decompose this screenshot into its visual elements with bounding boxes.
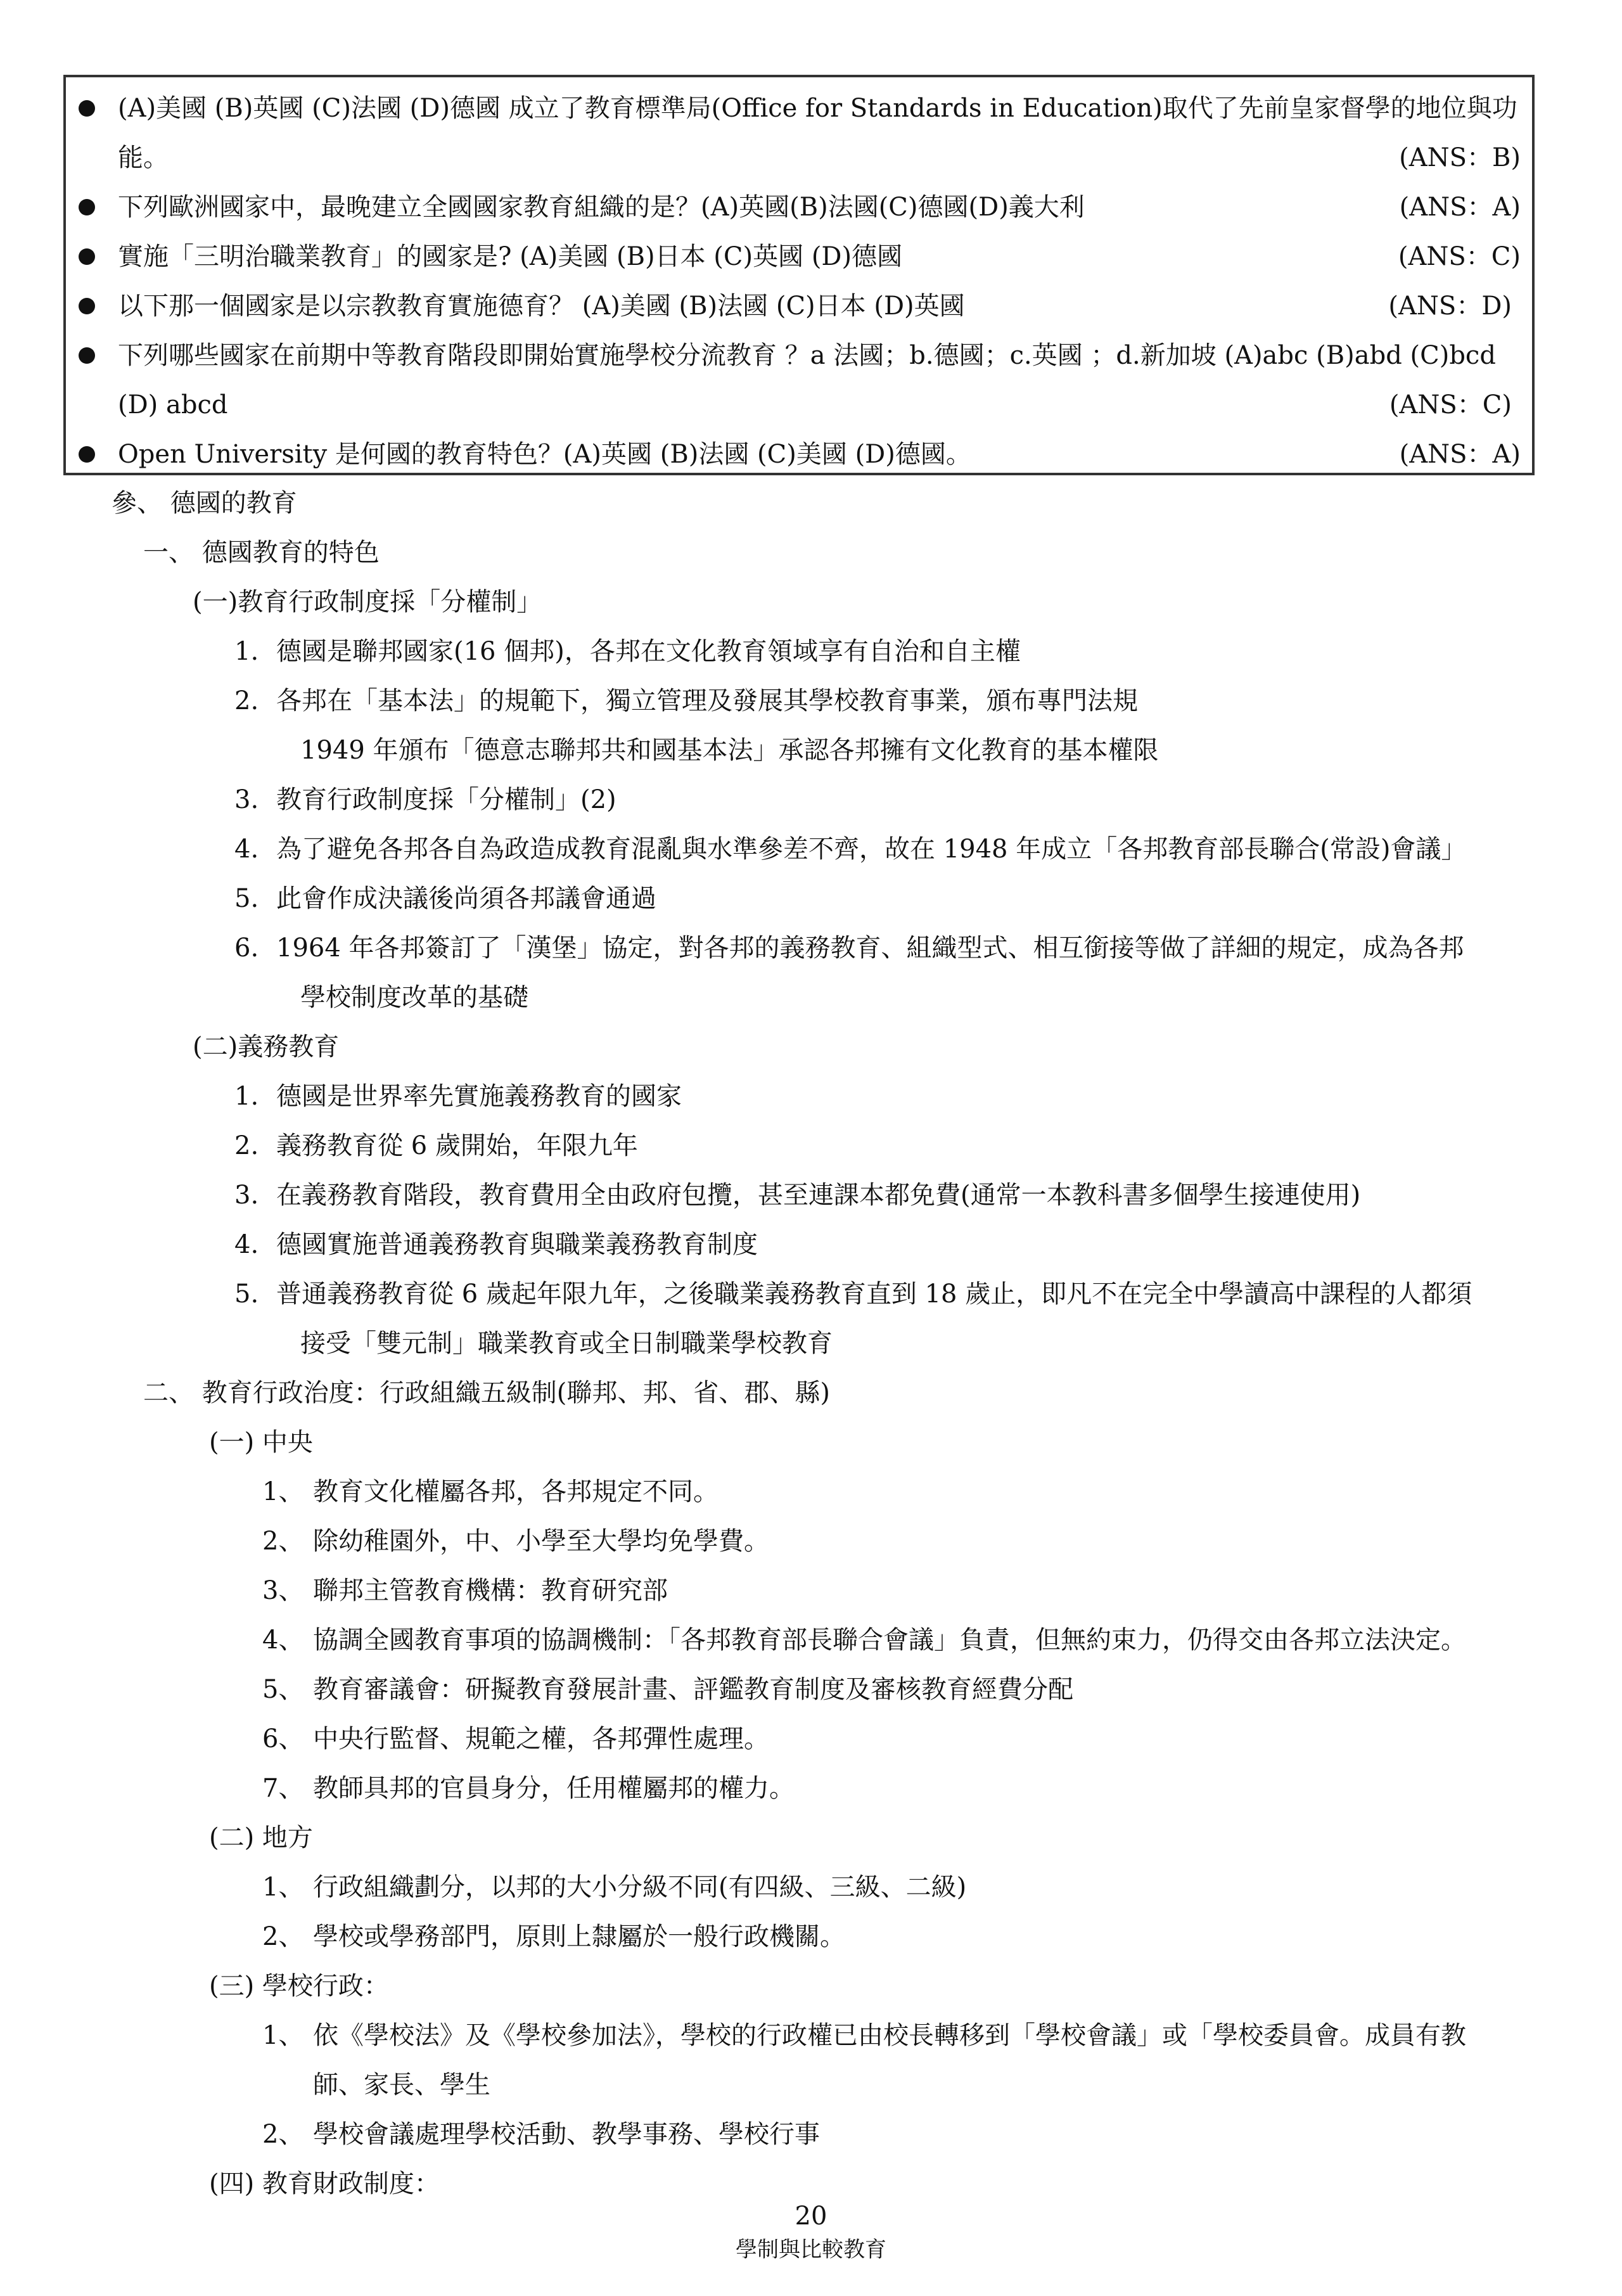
subsection-heading: (四) 教育財政制度： xyxy=(209,2169,440,2198)
item-number: 5. xyxy=(234,884,259,913)
item-number: 1. xyxy=(234,637,259,666)
item-text: 教師具邦的官員身分，任用權屬邦的權力。 xyxy=(313,1774,795,1803)
list-item xyxy=(234,830,1467,868)
question-item xyxy=(79,84,1521,133)
item-number: 1、 xyxy=(262,1477,304,1506)
item-text-continued: 學校制度改革的基礎 xyxy=(300,983,528,1012)
item-text: 在義務教育階段，教育費用全由政府包攬，甚至連課本都免費(通常一本教科書多個學生接連使用) xyxy=(276,1181,1361,1210)
item-number: 2. xyxy=(234,1131,259,1160)
list-item xyxy=(234,1077,682,1115)
item-text: 協調全國教育事項的協調機制：「各邦教育部長聯合會議」負責，但無約束力，仍得交由各邦立法決定。 xyxy=(313,1626,1466,1655)
item-number: 2、 xyxy=(262,1527,304,1556)
answer-label: (ANS：A) xyxy=(1399,193,1521,222)
question-box xyxy=(63,75,1535,475)
question-continuation xyxy=(79,380,1521,430)
list-item xyxy=(234,781,616,819)
item-text: 教育行政制度採「分權制」(2) xyxy=(276,785,616,814)
item-text: 學校或學務部門，原則上隸屬於一般行政機關。 xyxy=(313,1922,845,1951)
item-text: 中央行監督、規範之權，各邦彈性處理。 xyxy=(313,1724,769,1754)
answer-label: (ANS：B) xyxy=(1399,143,1521,172)
list-item xyxy=(234,1226,758,1264)
list-item xyxy=(262,1720,769,1758)
item-text: 除幼稚園外，中、小學至大學均免學費。 xyxy=(313,1527,769,1556)
list-item xyxy=(262,1522,769,1560)
list-item xyxy=(262,1671,1073,1709)
list-item xyxy=(262,1918,845,1956)
question-text: 下列哪些國家在前期中等教育階段即開始實施學校分流教育 ？a 法國；b.德國；c.英國 ；d.新加坡 (A)abc (B)abd (C)bcd xyxy=(118,341,1496,370)
part-heading: 一、 德國教育的特色 xyxy=(143,538,380,567)
bullet-icon xyxy=(79,248,95,265)
list-item xyxy=(234,632,1021,670)
item-text: 教育文化權屬各邦，各邦規定不同。 xyxy=(313,1477,718,1506)
question-item xyxy=(79,281,1521,331)
item-number: 3. xyxy=(234,785,259,814)
subsection-heading: (三) 學校行政： xyxy=(209,1972,389,2001)
item-number: 2、 xyxy=(262,1922,304,1951)
item-number: 2. xyxy=(234,686,259,715)
subsection-heading: (二)義務教育 xyxy=(193,1032,340,1061)
question-text: 以下那一個國家是以宗教教育實施德育？ (A)美國 (B)法國 (C)日本 (D)英國 xyxy=(118,292,965,321)
item-number: 6、 xyxy=(262,1724,304,1754)
bullet-icon xyxy=(79,446,95,463)
question-item xyxy=(79,232,1521,281)
question-text: 實施「三明治職業教育」的國家是? (A)美國 (B)日本 (C)英國 (D)德國 xyxy=(118,242,903,271)
list-item xyxy=(262,2017,1466,2055)
item-number: 4、 xyxy=(262,1626,304,1655)
question-text-continued: 能。 xyxy=(118,143,169,172)
item-text: 教育審議會：研擬教育發展計畫、評鑑教育制度及審核教育經費分配 xyxy=(313,1675,1073,1704)
item-number: 6. xyxy=(234,933,259,963)
question-text-continued: (D) abcd xyxy=(118,390,228,420)
list-item xyxy=(234,1275,1472,1313)
item-text: 學校會議處理學校活動、教學事務、學校行事 xyxy=(313,2120,820,2149)
item-text: 德國是聯邦國家(16 個邦)，各邦在文化教育領域享有自治和自主權 xyxy=(276,637,1021,666)
item-text-continued: 1949 年頒布「德意志聯邦共和國基本法」承認各邦擁有文化教育的基本權限 xyxy=(300,736,1159,765)
section-heading: 參、 德國的教育 xyxy=(112,489,297,518)
list-item xyxy=(234,1127,638,1165)
question-text: 下列歐洲國家中，最晚建立全國國家教育組織的是？(A)英國(B)法國(C)德國(D)義大利 xyxy=(118,193,1085,222)
list-item xyxy=(262,1473,718,1511)
answer-label: (ANS：D) xyxy=(1388,292,1512,321)
list-item xyxy=(262,1572,668,1610)
item-number: 5、 xyxy=(262,1675,304,1704)
list-item xyxy=(234,929,1464,967)
page-number: 20 xyxy=(795,2202,827,2231)
subsection-heading: (一)教育行政制度採「分權制」 xyxy=(193,587,542,617)
item-number: 3、 xyxy=(262,1576,304,1605)
item-text-continued: 接受「雙元制」職業教育或全日制職業學校教育 xyxy=(300,1329,833,1358)
item-number: 1、 xyxy=(262,2021,304,2050)
item-text: 此會作成決議後尚須各邦議會通過 xyxy=(276,884,656,913)
item-number: 1、 xyxy=(262,1873,304,1902)
list-item xyxy=(234,682,1138,720)
item-text: 德國是世界率先實施義務教育的國家 xyxy=(276,1082,682,1111)
list-item xyxy=(262,1621,1466,1659)
answer-label: (ANS：A) xyxy=(1399,440,1521,469)
item-number: 4. xyxy=(234,835,259,864)
book-title: 學制與比較教育 xyxy=(736,2237,886,2262)
list-item xyxy=(234,1176,1361,1214)
question-item xyxy=(79,430,1521,479)
item-text: 1964 年各邦簽訂了「漢堡」協定，對各邦的義務教育、組織型式、相互銜接等做了詳細的規定，成為各邦 xyxy=(276,933,1464,963)
item-text: 普通義務教育從 6 歲起年限九年，之後職業義務教育直到 18 歲止，即凡不在完全中學讀高中課程的人都須 xyxy=(276,1279,1472,1309)
part-heading: 二、 教育行政治度：行政組織五級制(聯邦、邦、省、郡、縣) xyxy=(143,1378,830,1408)
item-text: 行政組織劃分，以邦的大小分級不同(有四級、三級、二級) xyxy=(313,1873,967,1902)
bullet-icon xyxy=(79,347,95,364)
question-item xyxy=(79,331,1521,380)
item-text-continued: 師、家長、學生 xyxy=(313,2070,490,2100)
item-text: 依《學校法》及《學校參加法》，學校的行政權已由校長轉移到「學校會議」或「學校委員會。成員有教 xyxy=(313,2021,1466,2050)
item-number: 7、 xyxy=(262,1774,304,1803)
question-text: Open University 是何國的教育特色？(A)英國 (B)法國 (C)美國 (D)德國。 xyxy=(118,440,971,469)
item-text: 義務教育從 6 歲開始，年限九年 xyxy=(276,1131,638,1160)
list-item xyxy=(262,2115,820,2153)
item-text: 聯邦主管教育機構：教育研究部 xyxy=(313,1576,668,1605)
subsection-heading: (二) 地方 xyxy=(209,1823,313,1852)
item-text: 為了避免各邦各自為政造成教育混亂與水準參差不齊，故在 1948 年成立「各邦教育部長聯合(常設)會議」 xyxy=(276,835,1467,864)
item-text: 各邦在「基本法」的規範下，獨立管理及發展其學校教育事業，頒布專門法規 xyxy=(276,686,1138,715)
answer-label: (ANS：C) xyxy=(1398,242,1521,271)
item-number: 2、 xyxy=(262,2120,304,2149)
item-text: 德國實施普通義務教育與職業義務教育制度 xyxy=(276,1230,758,1259)
item-number: 5. xyxy=(234,1279,259,1309)
item-number: 3. xyxy=(234,1181,259,1210)
bullet-icon xyxy=(79,199,95,215)
question-continuation xyxy=(79,133,1521,183)
list-item xyxy=(262,1769,795,1807)
subsection-heading: (一) 中央 xyxy=(209,1428,313,1457)
bullet-icon xyxy=(79,100,95,117)
list-item xyxy=(234,880,656,918)
item-number: 1. xyxy=(234,1082,259,1111)
item-number: 4. xyxy=(234,1230,259,1259)
question-item xyxy=(79,183,1521,232)
bullet-icon xyxy=(79,298,95,314)
list-item xyxy=(262,1868,967,1906)
question-text: (A)美國 (B)英國 (C)法國 (D)德國 成立了教育標準局(Office for Standards in Education)取代了先前皇家督學的地位與功 xyxy=(118,94,1517,123)
answer-label: (ANS：C) xyxy=(1389,390,1512,420)
